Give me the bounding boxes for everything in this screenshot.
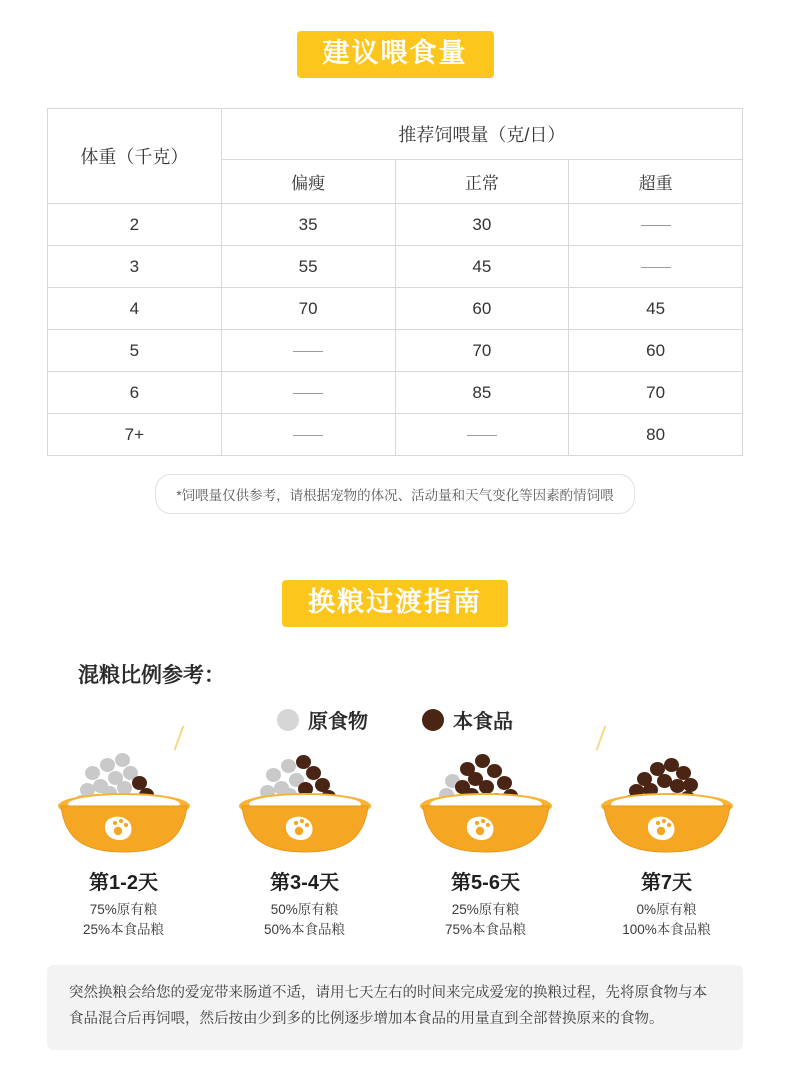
bowl-shape-icon	[230, 790, 380, 860]
stage-ratio	[83, 900, 164, 939]
feeding-note: *饲喂量仅供参考，请根据宠物的体况、活动量和天气变化等因素酌情饲喂	[155, 474, 634, 514]
bowl-illustration	[49, 750, 199, 860]
table-header-row-primary	[48, 109, 743, 160]
cell-normal: 70	[395, 330, 569, 372]
cell-weight: 2	[48, 204, 222, 246]
stage-day-label: 第5-6天	[451, 872, 520, 894]
table-row	[48, 288, 743, 330]
stage-ratio-old: 25%原有粮	[451, 902, 520, 917]
column-header-thin: 偏瘦	[221, 160, 395, 204]
bowl-shape-icon	[49, 790, 199, 860]
stage-ratio-new: 100%本食品粮	[622, 921, 711, 937]
cell-overweight: 80	[569, 414, 743, 456]
cell-normal: 60	[395, 288, 569, 330]
cell-normal	[395, 414, 569, 456]
transition-bottom-note: 突然换粮会给您的爱宠带来肠道不适，请用七天左右的时间来完成爱宠的换粮过程，先将原食物与本食品混合后再饲喂，然后按由少到多的比例逐步增加本食品的用量直到全部替换原来的食物。	[47, 965, 743, 1050]
feeding-note-container	[47, 474, 743, 514]
column-header-normal: 正常	[395, 160, 569, 204]
table-row	[48, 330, 743, 372]
legend-item-new-food	[422, 705, 513, 734]
bowl-shape-icon	[592, 790, 742, 860]
bowl-shape-icon	[411, 790, 561, 860]
legend-label-old-food: 原食物	[308, 711, 368, 733]
cell-normal: 45	[395, 246, 569, 288]
cell-weight: 6	[48, 372, 222, 414]
feeding-table-container	[47, 108, 743, 456]
stage-day-3-4	[223, 750, 386, 939]
transition-section-header	[0, 580, 790, 627]
stage-ratio-old: 50%原有粮	[270, 902, 339, 917]
cell-weight: 4	[48, 288, 222, 330]
transition-stages	[0, 750, 790, 939]
stage-ratio	[445, 900, 526, 939]
cell-thin: 70	[221, 288, 395, 330]
cell-weight: 3	[48, 246, 222, 288]
table-row	[48, 246, 743, 288]
new-food-dot-icon	[422, 709, 444, 731]
cell-thin	[221, 414, 395, 456]
cell-overweight: 70	[569, 372, 743, 414]
cell-overweight	[569, 204, 743, 246]
cell-weight: 5	[48, 330, 222, 372]
column-header-overweight: 超重	[569, 160, 743, 204]
table-row	[48, 204, 743, 246]
stage-day-label: 第3-4天	[270, 872, 339, 894]
cell-thin	[221, 372, 395, 414]
cell-thin: 35	[221, 204, 395, 246]
legend-item-old-food	[277, 705, 368, 734]
stage-ratio-old: 0%原有粮	[636, 902, 697, 917]
bowl-illustration	[411, 750, 561, 860]
feeding-section-header	[0, 31, 790, 78]
mix-ratio-label: 混粮比例参考：	[78, 664, 225, 687]
cell-overweight: 60	[569, 330, 743, 372]
stage-ratio	[264, 900, 345, 939]
stage-ratio-new: 50%本食品粮	[263, 921, 346, 937]
cell-overweight	[569, 246, 743, 288]
old-food-dot-icon	[277, 709, 299, 731]
legend	[0, 705, 790, 734]
stage-ratio-new: 75%本食品粮	[444, 921, 527, 937]
legend-label-new-food: 本食品	[453, 711, 513, 733]
stage-day-label: 第1-2天	[89, 872, 158, 894]
cell-thin: 55	[221, 246, 395, 288]
stage-day-1-2	[42, 750, 205, 939]
feeding-amount-table	[47, 108, 743, 456]
cell-thin	[221, 330, 395, 372]
column-header-weight: 体重（千克）	[48, 109, 222, 204]
feeding-banner-title: 建议喂食量	[297, 31, 494, 78]
table-row	[48, 372, 743, 414]
stage-day-label: 第7天	[640, 872, 693, 894]
cell-weight: 7+	[48, 414, 222, 456]
cell-normal: 30	[395, 204, 569, 246]
stage-ratio	[622, 900, 711, 939]
column-header-amount: 推荐饲喂量（克/日）	[221, 109, 742, 160]
stage-ratio-old: 75%原有粮	[89, 902, 158, 917]
cell-overweight: 45	[569, 288, 743, 330]
bowl-illustration	[230, 750, 380, 860]
stage-day-5-6	[404, 750, 567, 939]
cell-normal: 85	[395, 372, 569, 414]
table-row	[48, 414, 743, 456]
bowl-illustration	[592, 750, 742, 860]
transition-banner-title: 换粮过渡指南	[282, 580, 508, 627]
stage-ratio-new: 25%本食品粮	[82, 921, 165, 937]
stage-day-7	[585, 750, 748, 939]
